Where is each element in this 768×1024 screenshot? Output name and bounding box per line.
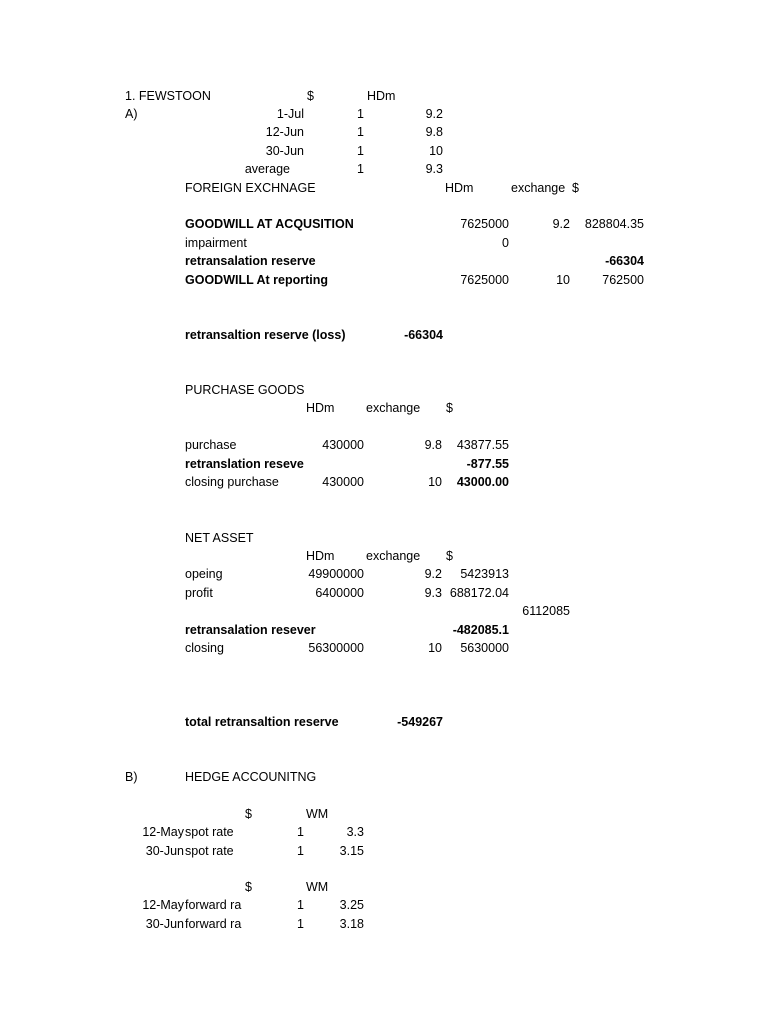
dollar-column-header: $ — [245, 880, 252, 894]
rate-date: 12-Jun — [265, 125, 304, 139]
dollar-column-header: $ — [572, 181, 579, 195]
rate-hdm: 9.2 — [425, 107, 443, 121]
row-usd: 688172.04 — [449, 586, 509, 600]
row-hdm: 430000 — [322, 475, 364, 489]
row-label: GOODWILL AT ACQUSITION — [185, 217, 354, 231]
section-title-foreign-exchange: FOREIGN EXCHNAGE — [185, 181, 316, 195]
summary-label: retransaltion reserve (loss) — [185, 328, 346, 342]
total-label: total retransaltion reserve — [185, 715, 339, 729]
row-label: GOODWILL At reporting — [185, 273, 329, 287]
row-hdm: 0 — [502, 236, 509, 250]
forward-label: forward ra — [185, 917, 242, 931]
row-usd: 828804.35 — [584, 217, 644, 231]
row-exchange: 9.8 — [424, 438, 442, 452]
forward-date: 30-Jun — [145, 917, 184, 931]
forward-label: forward ra — [185, 898, 242, 912]
row-exchange: 9.2 — [552, 217, 570, 231]
total-value: -549267 — [397, 715, 443, 729]
part-a-label: A) — [125, 107, 138, 121]
rate-date: 30-Jun — [265, 144, 304, 158]
section-title-hedge-accounting: HEDGE ACCOUNITNG — [185, 770, 317, 784]
closing-hdm: 56300000 — [308, 641, 364, 655]
row-exchange: 10 — [556, 273, 570, 287]
rate-hdm: 9.8 — [425, 125, 443, 139]
row-usd: 43000.00 — [456, 475, 509, 489]
forward-wm: 3.25 — [339, 898, 364, 912]
spot-date: 12-May — [142, 825, 184, 839]
wm-column-header: WM — [306, 807, 329, 821]
dollar-column-header: $ — [446, 401, 453, 415]
dollar-column-header: $ — [446, 549, 453, 563]
forward-usd: 1 — [297, 917, 304, 931]
row-exchange: 10 — [428, 475, 442, 489]
row-usd: 5423913 — [460, 567, 509, 581]
forward-wm: 3.18 — [339, 917, 364, 931]
row-label: closing purchase — [185, 475, 279, 489]
spot-wm: 3.3 — [346, 825, 364, 839]
row-exchange: 9.2 — [424, 567, 442, 581]
rate-hdm: 10 — [429, 144, 443, 158]
forward-usd: 1 — [297, 898, 304, 912]
hdm-column-header: HDm — [306, 401, 335, 415]
spot-label: spot rate — [185, 825, 234, 839]
rate-usd: 1 — [357, 162, 364, 176]
reserve-value: -482085.1 — [452, 623, 509, 637]
row-hdm: 7625000 — [460, 273, 509, 287]
wm-column-header: WM — [306, 880, 329, 894]
spot-usd: 1 — [297, 825, 304, 839]
rate-date: average — [244, 162, 290, 176]
document-title: 1. FEWSTOON — [125, 89, 211, 103]
hdm-column-header: HDm — [306, 549, 335, 563]
forward-date: 12-May — [142, 898, 184, 912]
spot-wm: 3.15 — [339, 844, 364, 858]
summary-value: -66304 — [404, 328, 443, 342]
section-title-net-asset: NET ASSET — [185, 531, 254, 545]
dollar-column-header: $ — [307, 89, 314, 103]
rate-usd: 1 — [357, 107, 364, 121]
rate-hdm: 9.3 — [425, 162, 443, 176]
rate-usd: 1 — [357, 144, 364, 158]
hdm-column-header: HDm — [445, 181, 474, 195]
row-usd: -66304 — [605, 254, 644, 268]
spot-usd: 1 — [297, 844, 304, 858]
exchange-column-header: exchange — [511, 181, 566, 195]
exchange-column-header: exchange — [366, 549, 421, 563]
row-hdm: 6400000 — [315, 586, 364, 600]
row-usd: 43877.55 — [456, 438, 509, 452]
closing-usd: 5630000 — [460, 641, 509, 655]
row-label: impairment — [185, 236, 247, 250]
dollar-column-header: $ — [245, 807, 252, 821]
row-exchange: 9.3 — [424, 586, 442, 600]
hdm-column-header: HDm — [367, 89, 396, 103]
part-b-label: B) — [125, 770, 138, 784]
row-usd: -877.55 — [466, 457, 509, 471]
row-label: purchase — [185, 438, 237, 452]
row-hdm: 430000 — [322, 438, 364, 452]
reserve-label: retransalation resever — [185, 623, 316, 637]
row-hdm: 7625000 — [460, 217, 509, 231]
spot-label: spot rate — [185, 844, 234, 858]
spot-date: 30-Jun — [145, 844, 184, 858]
section-title-purchase-goods: PURCHASE GOODS — [185, 383, 305, 397]
row-label: profit — [185, 586, 213, 600]
subtotal-value: 6112085 — [522, 604, 570, 618]
row-label: opeing — [185, 567, 223, 581]
closing-exchange: 10 — [428, 641, 442, 655]
row-hdm: 49900000 — [308, 567, 364, 581]
rate-date: 1-Jul — [276, 107, 304, 121]
exchange-column-header: exchange — [366, 401, 421, 415]
row-label: retranslation reseve — [185, 457, 304, 471]
row-label: retransalation reserve — [185, 254, 316, 268]
closing-label: closing — [185, 641, 224, 655]
row-usd: 762500 — [602, 273, 644, 287]
rate-usd: 1 — [357, 125, 364, 139]
